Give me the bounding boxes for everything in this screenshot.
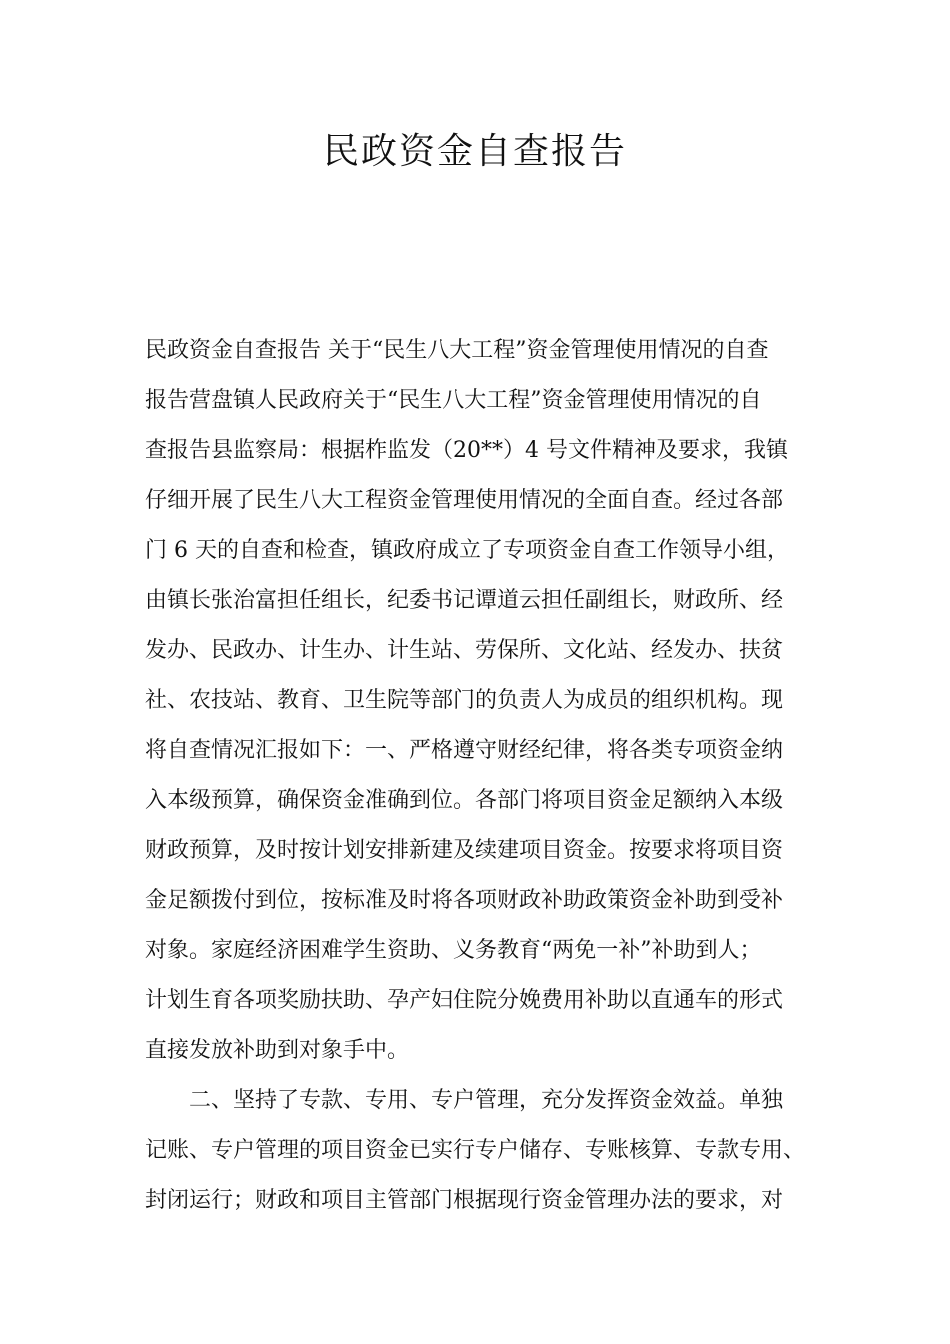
body-line: 将自查情况汇报如下：一、严格遵守财经纪律，将各类专项资金纳 (145, 738, 784, 763)
body-line: 记账、专户管理的项目资金已实行专户储存、专账核算、专款专用、 (145, 1138, 806, 1163)
body-line: 仔细开展了民生八大工程资金管理使用情况的全面自查。经过各部 (145, 488, 784, 513)
body-line: 由镇长张治富担任组长，纪委书记谭道云担任副组长，财政所、经 (145, 588, 784, 613)
document-title: 民政资金自查报告 (322, 131, 627, 172)
body-line: 门 6 天的自查和检查，镇政府成立了专项资金自查工作领导小组， (145, 538, 789, 563)
document-body (145, 326, 820, 1226)
body-line: 封闭运行；财政和项目主管部门根据现行资金管理办法的要求，对 (145, 1188, 784, 1213)
body-line: 民政资金自查报告 关于“民生八大工程”资金管理使用情况的自查 (145, 338, 769, 363)
body-line: 二、坚持了专款、专用、专户管理，充分发挥资金效益。单独 (145, 1088, 784, 1113)
body-line: 直接发放补助到对象手中。 (145, 1038, 410, 1063)
body-line: 发办、民政办、计生办、计生站、劳保所、文化站、经发办、扶贫 (145, 638, 784, 663)
body-line: 报告营盘镇人民政府关于“民生八大工程”资金管理使用情况的自 (145, 388, 762, 413)
body-line: 入本级预算，确保资金准确到位。各部门将项目资金足额纳入本级 (145, 788, 784, 813)
body-line: 财政预算，及时按计划安排新建及续建项目资金。按要求将项目资 (145, 838, 784, 863)
body-line: 计划生育各项奖励扶助、孕产妇住院分娩费用补助以直通车的形式 (145, 988, 784, 1013)
body-line: 金足额拨付到位，按标准及时将各项财政补助政策资金补助到受补 (145, 888, 784, 913)
body-line: 社、农技站、教育、卫生院等部门的负责人为成员的组织机构。现 (145, 688, 784, 713)
body-line: 查报告县监察局：根据柞监发（20**）4 号文件精神及要求，我镇 (145, 438, 788, 463)
body-line: 对象。家庭经济困难学生资助、义务教育“两免一补”补助到人； (145, 938, 762, 963)
